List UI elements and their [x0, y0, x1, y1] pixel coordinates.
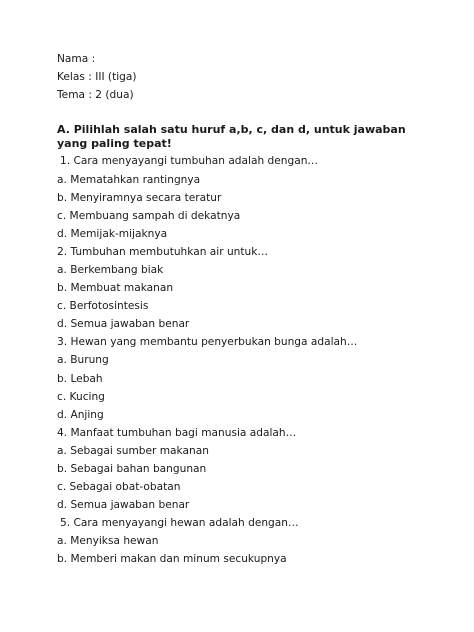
- question-1: 1. Cara menyayangi tumbuhan adalah dengan…: [60, 155, 319, 167]
- question-5-option-a: a. Menyiksa hewan: [57, 535, 159, 547]
- question-3-option-c: c. Kucing: [57, 391, 105, 403]
- question-3-option-d: d. Anjing: [57, 409, 104, 421]
- question-2-option-d: d. Semua jawaban benar: [57, 318, 190, 330]
- question-3-option-b: b. Lebah: [57, 373, 103, 385]
- question-1-option-c: c. Membuang sampah di dekatnya: [57, 210, 241, 222]
- question-2: 2. Tumbuhan membutuhkan air untuk…: [57, 246, 268, 258]
- question-4: 4. Manfaat tumbuhan bagi manusia adalah…: [57, 427, 297, 439]
- question-5-option-b: b. Memberi makan dan minum secukupnya: [57, 553, 287, 565]
- question-3-option-a: a. Burung: [57, 354, 109, 366]
- question-4-option-c: c. Sebagai obat-obatan: [57, 481, 181, 493]
- question-4-option-a: a. Sebagai sumber makanan: [57, 445, 209, 457]
- question-5: 5. Cara menyayangi hewan adalah dengan…: [60, 517, 299, 529]
- theme-field-label: Tema : 2 (dua): [57, 89, 134, 101]
- class-field-label: Kelas : III (tiga): [57, 71, 137, 83]
- instruction-heading: A. Pilihlah salah satu huruf a,b, c, dan d, untuk jawaban yang paling tepat!: [57, 123, 406, 150]
- question-2-option-b: b. Membuat makanan: [57, 282, 174, 294]
- question-2-option-c: c. Berfotosintesis: [57, 300, 149, 312]
- question-1-option-b: b. Menyiramnya secara teratur: [57, 192, 222, 204]
- question-1-option-a: a. Mematahkan rantingnya: [57, 174, 201, 186]
- name-field-label: Nama :: [57, 53, 96, 65]
- question-4-option-b: b. Sebagai bahan bangunan: [57, 463, 207, 475]
- question-1-option-d: d. Memijak-mijaknya: [57, 228, 168, 240]
- question-3: 3. Hewan yang membantu penyerbukan bunga adalah…: [57, 336, 358, 348]
- question-4-option-d: d. Semua jawaban benar: [57, 499, 190, 511]
- question-2-option-a: a. Berkembang biak: [57, 264, 164, 276]
